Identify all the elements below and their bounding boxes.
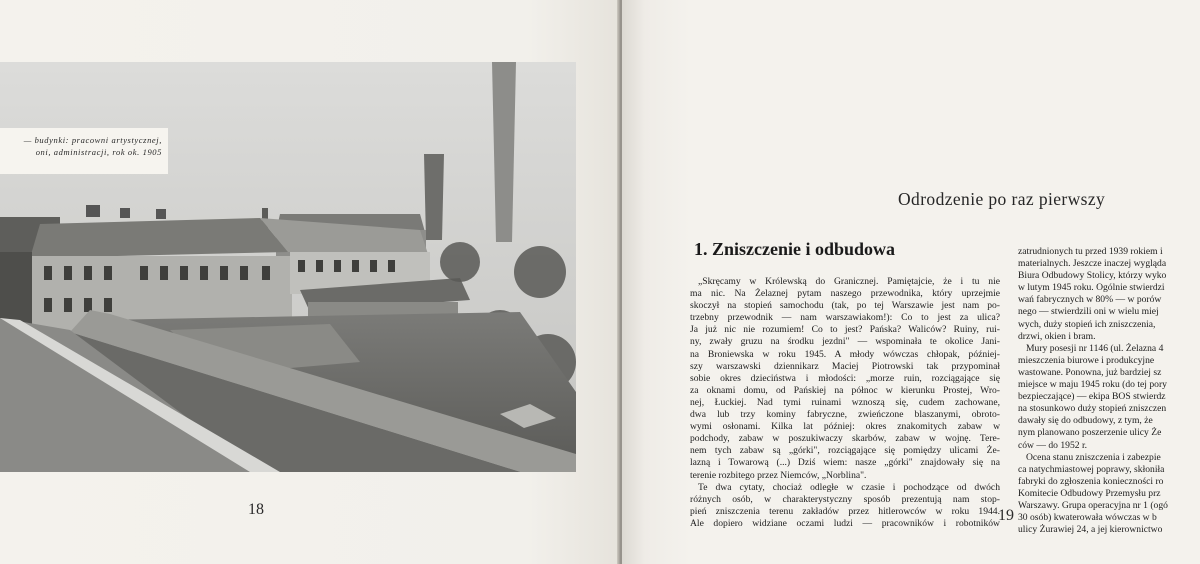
text-line: terenie rozbitego przez Niemców, „Norblina". (690, 469, 867, 481)
main-text-column (690, 276, 1000, 530)
text-line: wych, duży stopień ich zniszczenia, (1018, 318, 1156, 330)
text-line: Ale dopiero widziane oczami ludzi — pracowników i robotników (690, 517, 1000, 529)
text-line: Te dwa cytaty, chociaż odległe w czasie i pochodzące od dwóch (698, 481, 1000, 493)
text-line: sobie okres dzieciństwa i młodości: „morze ruin, rozciągające się (690, 372, 1000, 384)
factory-photo-illustration (0, 62, 576, 472)
text-line: Ja już nic nie rozumiem! Co to jest? Pańska? Waliców? Ruiny, rui- (690, 324, 1000, 336)
text-line: wastowane. Ponowna, już bardziej sz (1018, 366, 1162, 378)
text-line: nem tych zabaw są „górki", rozciągające się pomiędzy ulicami Że- (690, 445, 1000, 457)
text-line: ulicy Żurawiej 24, a jej kierownictwo (1018, 524, 1163, 536)
text-line: na Broniewska w roku 1945. A młody wówczas chłopak, później- (690, 348, 1000, 360)
text-line: „Skręcamy w Królewską do Granicznej. Pamiętajcie, że i tu nie (698, 276, 1000, 287)
text-line: skoczył na stopień samochodu (tak, po tej Warszawie jest nam po- (690, 300, 1000, 312)
text-line: szy warszawski dziennikarz Maciej Piotrowski tak przypominał (690, 360, 1000, 372)
right-page (622, 0, 1200, 564)
text-line: wań fabrycznych w 80% — w porów (1018, 294, 1162, 306)
text-line: ców — do 1952 r. (1018, 439, 1088, 451)
text-line: ny, zwały gruzu na środku jezdni" — wspominała te okolice Jani- (690, 336, 1000, 348)
caption-line: — budynki: pracowni artystycznej, (23, 135, 162, 145)
text-line: podchody, zabaw w poszukiwaczy skarbów, zabaw w wojnę. Tere- (690, 433, 1000, 445)
text-line: dwa lub trzy kominy fabryczne, zwieńczone blaszanymi, obroto- (690, 409, 1000, 421)
text-line: ca natychmiastowej poprawy, skłoniła (1018, 463, 1165, 475)
text-line: dawały się do odbudowy, z tym, że (1018, 415, 1153, 427)
text-line: nej, Łuckiej. Nad tymi ruinami wznoszą się, cudem zachowane, (690, 396, 1000, 408)
text-line: Mury posesji nr 1146 (ul. Żelazna 4 (1026, 342, 1164, 354)
text-line: nego — stwierdzili oni w wielu miej (1018, 306, 1159, 318)
text-line: Biura Odbudowy Stolicy, którzy wyko (1018, 270, 1167, 282)
text-line: 30 osób) kwaterowała wówczas w b (1018, 512, 1157, 524)
factory-photograph (0, 62, 576, 472)
text-line: Ocena stanu zniszczenia i zabezpie (1026, 451, 1161, 463)
text-line: materialnych. Jeszcze inaczej wygląda (1018, 258, 1167, 270)
text-line: trzebny przewodnik — nam warszawiakom!): Co to jest za ulica? (690, 312, 1000, 324)
text-line: wymi osłonami. Kilka lat później: okres znakomitych zabaw w (690, 421, 1000, 433)
text-line: różnych osób, w charakterystyczny sposób prezentują nam stop- (690, 493, 1000, 505)
page-number: 19 (998, 507, 1014, 524)
side-text-column (1018, 246, 1200, 536)
text-line: za oknami domu, od Pańskiej na północ w kierunku Prostej, Wro- (690, 384, 1000, 396)
text-line: Warszawy. Grupa operacyjna nr 1 (ogó (1018, 499, 1168, 511)
text-line: miejsce w maju 1945 roku (do tej pory (1018, 379, 1167, 391)
text-line: mieszczenia biurowe i produkcyjne (1018, 354, 1155, 366)
text-line: Komitecie Odbudowy Przemysłu prz (1018, 487, 1161, 499)
caption-line: oni, administracji, rok ok. 1905 (35, 147, 162, 157)
text-line: na stosunkowo duży stopień zniszczen (1018, 403, 1167, 415)
text-line: w lutym 1945 roku. Ogólnie stwierdzi (1018, 282, 1165, 294)
text-line: zatrudnionych tu przed 1939 rokiem i (1018, 246, 1163, 257)
section-heading: 1. Zniszczenie i odbudowa (694, 239, 896, 259)
text-line: bezpieczające) — ekipa BOS stwierdz (1018, 391, 1166, 403)
chapter-title: Odrodzenie po raz pierwszy (898, 189, 1106, 209)
photo-caption (0, 128, 168, 174)
text-line: lazną i Towarową (...) Dziś wiem: nasze „górki" znajdowały się na (690, 457, 1000, 469)
text-line: pień zniszczenia terenu zakładów przez hitlerowców w roku 1944. (690, 505, 1000, 517)
page-number: 18 (248, 501, 264, 518)
text-line: drzwi, okien i bram. (1018, 330, 1096, 342)
text-line: nym planowano poszerzenie ulicy Że (1018, 427, 1162, 439)
text-line: fabryki do zgłoszenia konieczności ro (1018, 475, 1164, 487)
text-line: ma nic. Na Żelaznej pytam naszego przewodnika, który uprzejmie (690, 288, 1000, 300)
